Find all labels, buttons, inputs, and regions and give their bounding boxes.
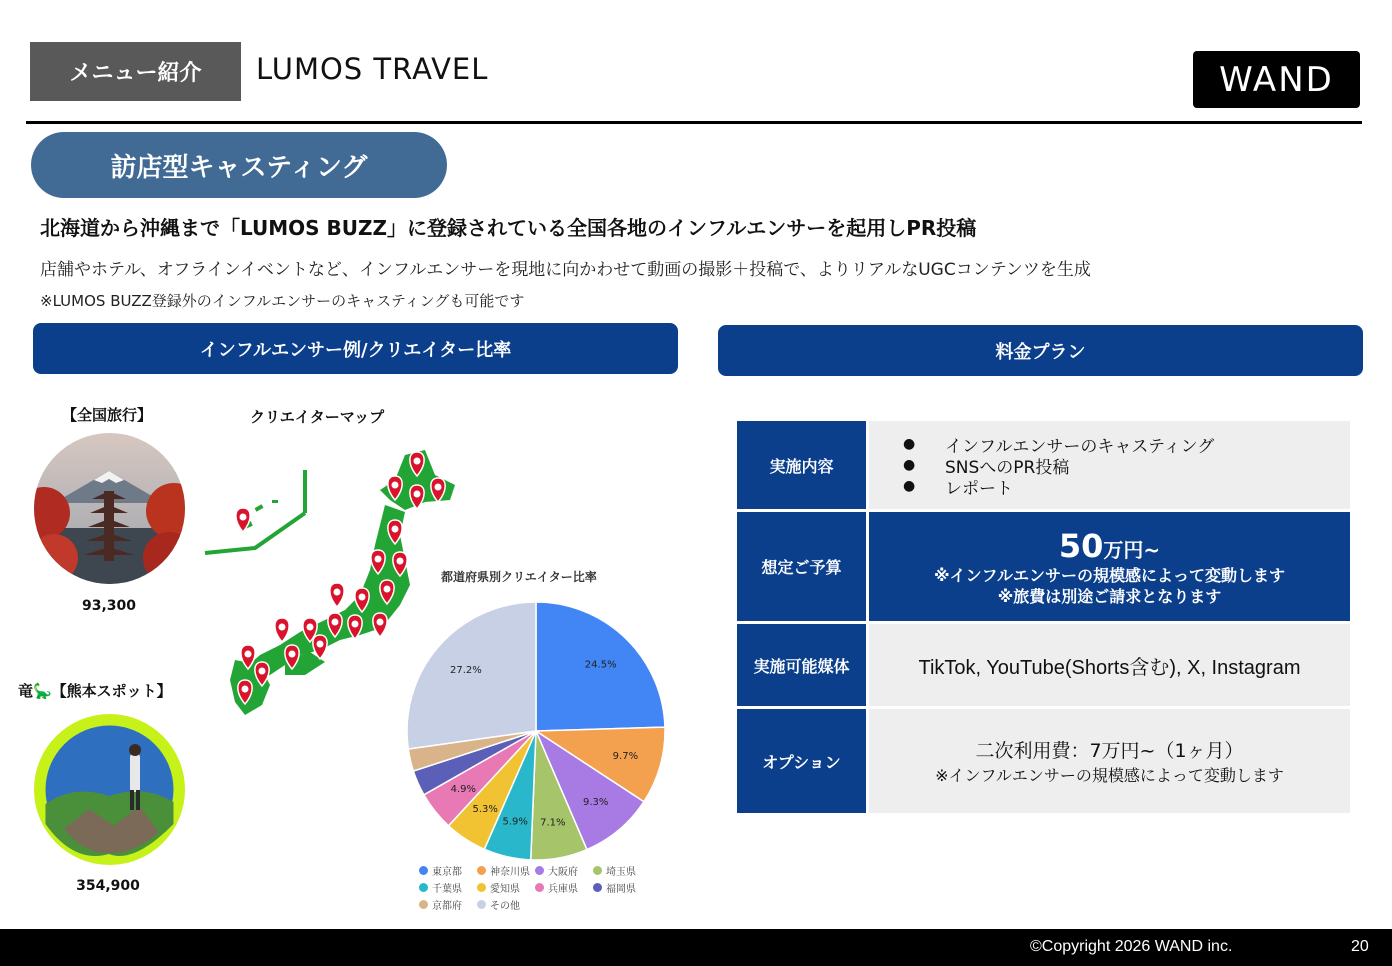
map-pin-dot — [240, 514, 247, 521]
map-pin-dot — [352, 621, 359, 628]
row-label-option: オプション — [737, 709, 869, 813]
influencer-followers-1: 93,300 — [81, 598, 137, 614]
map-pin-dot — [259, 668, 266, 675]
map-pin-dot — [377, 619, 384, 626]
headline: 北海道から沖縄まで「LUMOS BUZZ」に登録されている全国各地のインフルエンサーを起用しPR投稿 — [40, 216, 977, 240]
legend-label: 福岡県 — [606, 884, 636, 895]
legend-item — [477, 862, 535, 879]
legend-label: 神奈川県 — [490, 867, 530, 878]
row-value-budget — [869, 512, 1350, 621]
legend-label: 兵庫県 — [548, 884, 578, 895]
copyright: ©Copyright 2026 WAND inc. — [1030, 938, 1233, 955]
influencer-avatar-1 — [34, 433, 185, 584]
legend-item — [535, 879, 593, 896]
map-pin-dot — [435, 484, 442, 491]
legend-swatch — [535, 866, 544, 875]
pie-data-label: 24.5% — [584, 659, 617, 671]
row-option — [737, 709, 1350, 813]
map-pin-dot — [332, 619, 339, 626]
influencer-caption-2: 竜🦕【熊本スポット】 — [18, 682, 172, 700]
legend-item — [477, 896, 535, 913]
legend-swatch — [477, 866, 486, 875]
legend-swatch — [477, 883, 486, 892]
row-content — [737, 421, 1350, 512]
map-pin-dot — [334, 589, 341, 596]
map-pin-dot — [289, 651, 296, 658]
pie-legend — [419, 862, 659, 913]
legend-label: 京都府 — [432, 901, 462, 912]
note: ※LUMOS BUZZ登録外のインフルエンサーのキャスティングも可能です — [40, 292, 525, 310]
pie-chart-title: 都道府県別クリエイター比率 — [441, 570, 597, 584]
legend-item — [535, 862, 593, 879]
legend-item — [477, 879, 535, 896]
wand-logo: WAND — [1193, 51, 1360, 108]
map-pin-dot — [245, 651, 252, 658]
row-budget — [737, 512, 1350, 624]
row-label-content: 実施内容 — [737, 421, 869, 509]
mountain-hiker-photo — [34, 714, 185, 865]
pie-data-label: 27.2% — [450, 665, 482, 677]
budget-note-1: ※インフルエンサーの規模感によって変動します — [934, 565, 1285, 585]
row-value-option — [869, 709, 1350, 813]
legend-label: 愛知県 — [490, 884, 520, 895]
pagoda-fuji-photo — [34, 433, 185, 584]
legend-item — [593, 862, 651, 879]
pricing-bar: 料金プラン — [718, 325, 1363, 376]
legend-swatch — [477, 900, 486, 909]
pie-data-label: 5.9% — [502, 816, 528, 828]
map-pin-dot — [392, 526, 399, 533]
map-title: クリエイターマップ — [250, 408, 385, 426]
legend-swatch — [419, 900, 428, 909]
option-note: ※インフルエンサーの規模感によって変動します — [935, 766, 1284, 785]
prefecture-pie-chart — [400, 594, 675, 864]
pie-data-label: 5.3% — [472, 803, 498, 815]
legend-swatch — [535, 883, 544, 892]
bullet-item: ● インフルエンサーのキャスティング — [903, 436, 1215, 457]
row-media — [737, 624, 1350, 709]
map-pin-dot — [414, 458, 421, 465]
menu-tag: メニュー紹介 — [30, 42, 241, 101]
budget-note-2: ※旅費は別途ご請求となります — [997, 586, 1222, 606]
bullet-item: ● SNSへのPR投稿 — [903, 457, 1070, 478]
content-bullets — [869, 434, 1350, 497]
row-value-media — [869, 624, 1350, 706]
map-pin-dot — [307, 624, 314, 631]
page-number: 20 — [1351, 938, 1369, 955]
map-pin-dot — [279, 624, 286, 631]
description: 店舗やホテル、オフラインイベントなど、インフルエンサーを現地に向かわせて動画の撮影＋投稿で、よりリアルなUGCコンテンツを生成 — [40, 260, 1091, 280]
page-title: LUMOS TRAVEL — [256, 52, 489, 86]
map-pin-dot — [414, 491, 421, 498]
influencer-avatar-2 — [34, 714, 185, 865]
legend-item — [419, 896, 477, 913]
legend-label: 東京都 — [432, 867, 462, 878]
header-divider — [26, 121, 1362, 124]
map-pin-dot — [397, 558, 404, 565]
legend-item — [593, 879, 651, 896]
map-pin-dot — [392, 482, 399, 489]
influencer-bar: インフルエンサー例/クリエイター比率 — [33, 323, 678, 374]
legend-swatch — [593, 866, 602, 875]
row-value-content — [869, 421, 1350, 509]
row-label-budget: 想定ご予算 — [737, 512, 869, 621]
map-pin-dot — [375, 556, 382, 563]
legend-label: その他 — [490, 901, 520, 912]
okinawa-inset-frame — [205, 470, 305, 553]
pricing-table — [737, 421, 1350, 813]
legend-label: 千葉県 — [432, 884, 462, 895]
budget-price: 50万円~ — [1058, 526, 1161, 565]
legend-label: 大阪府 — [548, 867, 578, 878]
legend-swatch — [419, 883, 428, 892]
bullet-item: ● レポート — [903, 478, 1013, 499]
option-main: 二次利用費：7万円~（1ヶ月） — [975, 740, 1244, 762]
influencer-caption-1: 【全国旅行】 — [62, 406, 153, 424]
footer — [0, 929, 1392, 966]
pie-data-label: 4.9% — [450, 783, 476, 795]
legend-item — [419, 879, 477, 896]
pie-data-label: 7.1% — [540, 817, 566, 829]
legend-swatch — [593, 883, 602, 892]
pie-data-label: 9.3% — [582, 797, 609, 809]
legend-swatch — [419, 866, 428, 875]
section-pill: 訪店型キャスティング — [31, 132, 447, 198]
legend-label: 埼玉県 — [606, 867, 636, 878]
row-label-media: 実施可能媒体 — [737, 624, 869, 706]
legend-item — [419, 862, 477, 879]
influencer-followers-2: 354,900 — [76, 878, 140, 894]
media-list: TikTok, YouTube(Shorts含む), X, Instagram — [918, 656, 1301, 679]
map-pin-dot — [384, 586, 391, 593]
map-pin-dot — [317, 641, 324, 648]
map-pin-dot — [242, 686, 249, 693]
map-pin-dot — [359, 594, 366, 601]
pie-data-label: 9.7% — [612, 751, 639, 763]
